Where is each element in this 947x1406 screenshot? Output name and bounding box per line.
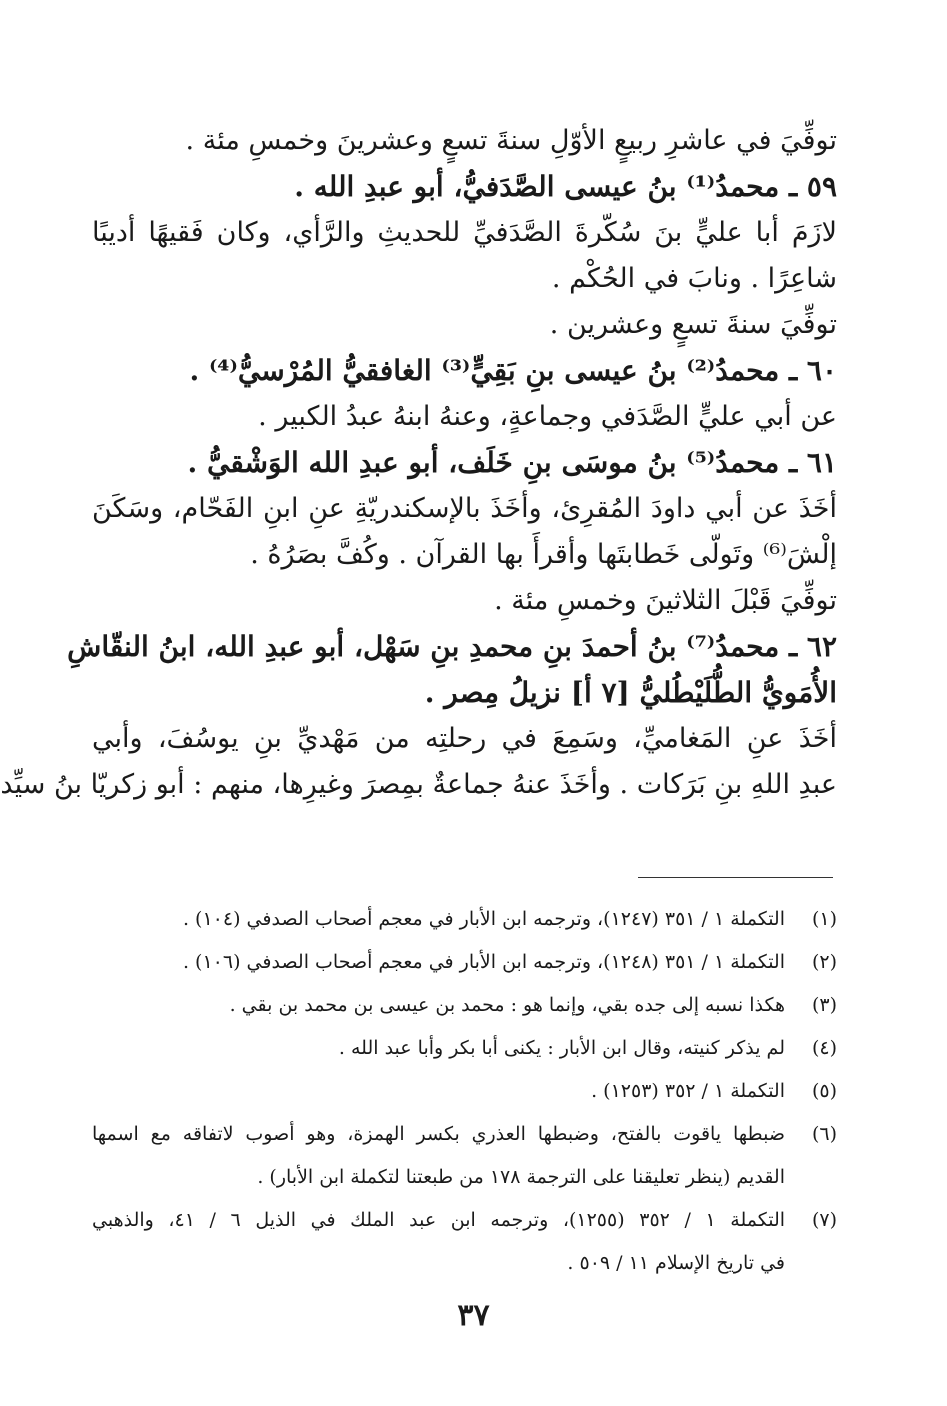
text-line: عن أبي عليٍّ الصَّدَفي وجماعةٍ، وعنهُ ابنهُ عبدُ الكبير . (258, 401, 837, 432)
footnote-2 (92, 941, 837, 984)
entry-heading-line: ٦٠ ـ محمدُ⁽²⁾ بنُ عيسى بنِ بَقِيٍّ⁽³⁾ الغافقيُّ المُرْسيُّ⁽⁴⁾ . (189, 354, 837, 387)
footnote-number: (٥) (811, 1080, 837, 1102)
footnote-number: (٧) (811, 1209, 837, 1231)
footnote-number: (٤) (811, 1037, 837, 1059)
text-line: إلْشَ⁽⁶⁾ وتَولّى خَطابتَها وأقرأَ بها القرآن . وكُفَّ بصَرُهُ . (250, 539, 837, 570)
footnote-line: التكملة ١ / ٣٥١ (١٢٤٧)، وترجمه ابن الأبار في معجم أصحاب الصدفي (١٠٤) . (182, 908, 785, 930)
entry-heading-line: ٥٩ ـ محمدُ⁽¹⁾ بنُ عيسى الصَّدَفيُّ، أبو عبدِ الله . (294, 170, 837, 203)
text-line: توفِّيَ في عاشرِ ربيعٍ الأوّلِ سنةَ تسعٍ وعشرينَ وخمسِ مئة . (185, 125, 837, 156)
footnote-line: في تاريخ الإسلام ١١ / ٥٠٩ . (567, 1252, 785, 1274)
main-text-block (0, 118, 837, 808)
footnote-1 (92, 898, 837, 941)
text-line: عبدِ اللهِ بنِ بَرَكات . وأخَذَ عنهُ جماعةٌ بمِصرَ وغيرِها، منهم : أبو زكريّا بنُ سيِّد (0, 769, 837, 800)
footnote-number: (٢) (811, 951, 837, 973)
footnote-line: القديم (ينظر تعليقنا على الترجمة ١٧٨ من طبعتنا لتكملة ابن الأبار) . (257, 1166, 785, 1188)
footnote-text (92, 1113, 785, 1199)
footnote-line: التكملة ١ / ٣٥٢ (١٢٥٣) . (591, 1080, 785, 1102)
footnotes-block (92, 898, 837, 1285)
footnote-number: (٣) (811, 994, 837, 1016)
footnote-3 (92, 984, 837, 1027)
footnote-line: ضبطها ياقوت بالفتح، وضبطها العذري بكسر الهمزة، وهو أصوب لاتفاقه مع اسمها (92, 1123, 785, 1145)
text-line: أخَذَ عنِ المَغاميِّ، وسَمِعَ في رحلتِه من مَهْديِّ بنِ يوسُفَ، وأبي (92, 723, 837, 754)
footnote-line: التكملة ١ / ٣٥١ (١٢٤٨)، وترجمه ابن الأبار في معجم أصحاب الصدفي (١٠٦) . (182, 951, 785, 973)
footnote-text (92, 941, 785, 984)
text-line: لازَمَ أبا عليٍّ بنَ سُكّرةَ الصَّدَفيِّ للحديثِ والرَّأي، وكان فَقيهًا أديبًا (92, 217, 837, 248)
footnote-separator (638, 877, 833, 878)
text-line: أخَذَ عن أبي داودَ المُقرِئ، وأخَذَ بالإسكندريّةِ عنِ ابنِ الفَحّام، وسَكَنَ (92, 493, 837, 524)
footnote-text (92, 898, 785, 941)
footnote-line: لم يذكر كنيته، وقال ابن الأبار : يكنى أبا بكر وأبا عبد الله . (338, 1037, 785, 1059)
page-number: ٣٧ (457, 1298, 490, 1333)
footnote-line: التكملة ١ / ٣٥٢ (١٢٥٥)، وترجمه ابن عبد الملك في الذيل ٦ / ٤١، والذهبي (92, 1209, 786, 1231)
text-line: شاعِرًا . ونابَ في الحُكْم . (551, 263, 837, 294)
footnote-6 (92, 1113, 837, 1199)
text-line: توفِّيَ سنةَ تسعٍ وعشرين . (549, 309, 837, 340)
footnote-text (92, 1199, 785, 1285)
footnote-line: هكذا نسبه إلى جده بقي، وإنما هو : محمد بن عيسى بن محمد بن بقي . (229, 994, 785, 1016)
footnote-number: (١) (811, 908, 837, 930)
footnote-4 (92, 1027, 837, 1070)
entry-heading-line: ٦١ ـ محمدُ⁽⁵⁾ بنُ موسَى بنِ خَلَف، أبو عبدِ الله الوَشْقيُّ . (187, 446, 837, 479)
footnote-7 (92, 1199, 837, 1285)
footnote-number: (٦) (811, 1123, 837, 1145)
footnote-text (92, 1070, 785, 1113)
footnote-5 (92, 1070, 837, 1113)
text-line: توفِّيَ قَبْلَ الثلاثينَ وخمسِ مئة . (494, 585, 837, 616)
entry-heading-line: الأُمَويُّ الطُّلَيْطُليُّ [٧ أ] نزيلُ مِصر . (424, 676, 837, 709)
footnote-text (92, 1027, 785, 1070)
entry-heading-line: ٦٢ ـ محمدُ⁽⁷⁾ بنُ أحمدَ بنِ محمدِ بنِ سَهْل، أبو عبدِ الله، ابنُ النقّاشِ (67, 630, 837, 663)
footnote-text (92, 984, 785, 1027)
